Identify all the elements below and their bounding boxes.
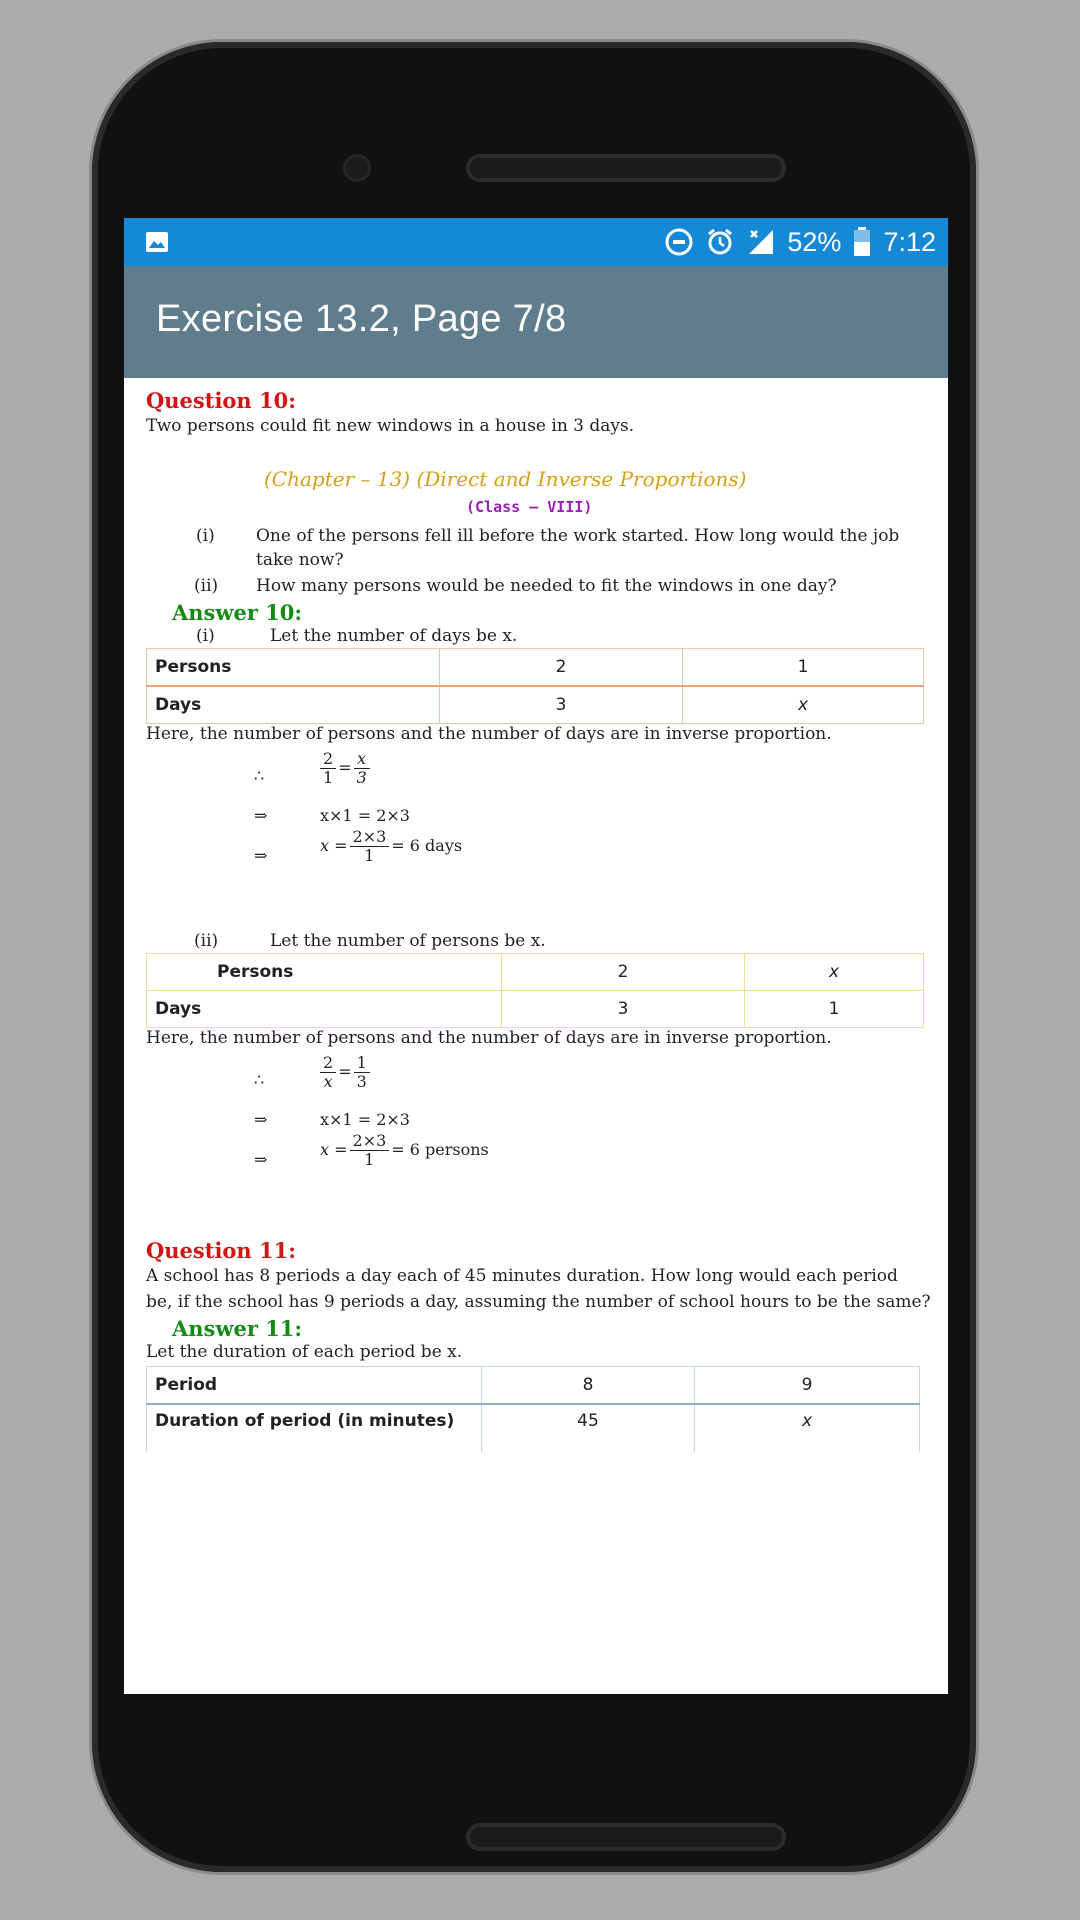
table-row	[147, 649, 924, 687]
app-bar	[124, 266, 948, 378]
equation-step-2b: x×1 = 2×3	[320, 1110, 410, 1129]
table-row	[147, 1367, 920, 1405]
fraction-numerator: 2×3	[350, 828, 390, 847]
table-cell: Days	[147, 991, 502, 1028]
sub-question-2-number: (ii)	[194, 576, 219, 596]
fraction-numerator: 2×3	[350, 1132, 390, 1151]
fraction-denominator: 3	[356, 768, 367, 787]
answer-10-heading: Answer 10:	[172, 600, 303, 625]
answer-11-heading: Answer 11:	[172, 1316, 303, 1341]
bottom-speaker	[466, 1823, 786, 1851]
inverse-proportion-text-2: Here, the number of persons and the number of days are in inverse proportion.	[146, 1028, 832, 1048]
fraction-numerator: 2	[320, 1054, 336, 1073]
page-bottom-blank	[124, 1452, 948, 1694]
table-cell: 1	[745, 991, 924, 1028]
result-value: = 6 persons	[391, 1140, 489, 1159]
therefore-symbol: ∴	[254, 766, 265, 785]
table-cell: Days	[147, 686, 440, 724]
answer-part-2-text: Let the number of persons be x.	[270, 931, 546, 951]
fraction-denominator: 1	[323, 768, 334, 787]
table-cell: Persons	[147, 649, 440, 687]
table-cell: Duration of period (in minutes)	[147, 1404, 482, 1456]
table-period-duration	[146, 1366, 920, 1456]
equals-sign: =	[338, 758, 352, 777]
sub-question-2-text: How many persons would be needed to fit the windows in one day?	[256, 576, 837, 596]
implies-symbol: ⇒	[254, 1110, 268, 1129]
ratio-equation-2	[318, 1054, 372, 1091]
table-cell: 2	[502, 954, 745, 991]
table-row	[147, 1404, 920, 1456]
question-11-line1: A school has 8 periods a day each of 45 minutes duration. How long would each period	[146, 1266, 898, 1286]
answer-11-text: Let the duration of each period be x.	[146, 1342, 463, 1362]
implies-symbol: ⇒	[254, 1150, 268, 1169]
question-11-heading: Question 11:	[146, 1238, 296, 1263]
table-row	[147, 991, 924, 1028]
fraction-numerator: 2	[320, 750, 336, 769]
front-camera	[343, 154, 371, 182]
table-cell: Persons	[147, 954, 502, 991]
fraction-denominator: 1	[364, 846, 375, 865]
screen	[124, 218, 948, 1694]
fraction-numerator: x	[354, 750, 370, 769]
answer-part-1-text: Let the number of days be x.	[270, 626, 518, 646]
inverse-proportion-text-1: Here, the number of persons and the number of days are in inverse proportion.	[146, 724, 832, 744]
table-cell: 45	[482, 1404, 695, 1456]
result-equation-1	[320, 828, 462, 865]
clock: 7:12	[883, 226, 936, 257]
exercise-page[interactable]	[124, 378, 948, 1694]
table-cell: Period	[147, 1367, 482, 1405]
table-cell: 3	[502, 991, 745, 1028]
alarm-icon	[705, 227, 735, 257]
fraction-denominator: 1	[364, 1150, 375, 1169]
fraction-denominator: 3	[356, 1072, 367, 1091]
x-equals: x =	[320, 836, 348, 855]
table-cell: 8	[482, 1367, 695, 1405]
answer-part-2-number: (ii)	[194, 931, 219, 951]
answer-part-1-number: (i)	[196, 626, 215, 646]
table-cell: x	[695, 1404, 920, 1456]
therefore-symbol: ∴	[254, 1070, 265, 1089]
sub-question-1-line2: take now?	[256, 550, 344, 570]
ratio-equation-1	[318, 750, 372, 787]
table-cell: 9	[695, 1367, 920, 1405]
fraction-denominator: x	[323, 1072, 333, 1091]
equation-step-2: x×1 = 2×3	[320, 806, 410, 825]
question-11-line2: be, if the school has 9 periods a day, assuming the number of school hours to be the same?	[146, 1292, 931, 1312]
class-label: (Class – VIII)	[466, 498, 593, 516]
fraction-numerator: 1	[354, 1054, 370, 1073]
table-cell: 2	[440, 649, 683, 687]
result-value: = 6 days	[391, 836, 463, 855]
x-equals: x =	[320, 1140, 348, 1159]
implies-symbol: ⇒	[254, 806, 268, 825]
table-cell: 1	[683, 649, 924, 687]
implies-symbol: ⇒	[254, 846, 268, 865]
no-signal-icon	[747, 228, 775, 256]
battery-percent: 52%	[787, 226, 842, 257]
page-title: Exercise 13.2, Page 7/8	[156, 298, 567, 340]
table-persons-days-1	[146, 648, 924, 724]
table-cell: x	[683, 686, 924, 724]
chapter-title: (Chapter – 13) (Direct and Inverse Proportions)	[264, 467, 747, 491]
table-row	[147, 686, 924, 724]
result-equation-2	[320, 1132, 489, 1169]
sub-question-1-line1: One of the persons fell ill before the work started. How long would the job	[256, 526, 900, 546]
battery-icon	[853, 227, 871, 257]
equals-sign: =	[338, 1062, 352, 1081]
sub-question-1-number: (i)	[196, 526, 215, 546]
data-saver-icon	[665, 228, 693, 256]
question-10-text: Two persons could fit new windows in a house in 3 days.	[146, 416, 635, 436]
table-cell: 3	[440, 686, 683, 724]
question-10-heading: Question 10:	[146, 388, 296, 413]
table-row	[147, 954, 924, 991]
table-persons-days-2	[146, 953, 924, 1028]
table-cell: x	[745, 954, 924, 991]
status-bar	[124, 218, 948, 266]
image-notification-icon	[146, 232, 168, 252]
earpiece-speaker	[466, 154, 786, 182]
